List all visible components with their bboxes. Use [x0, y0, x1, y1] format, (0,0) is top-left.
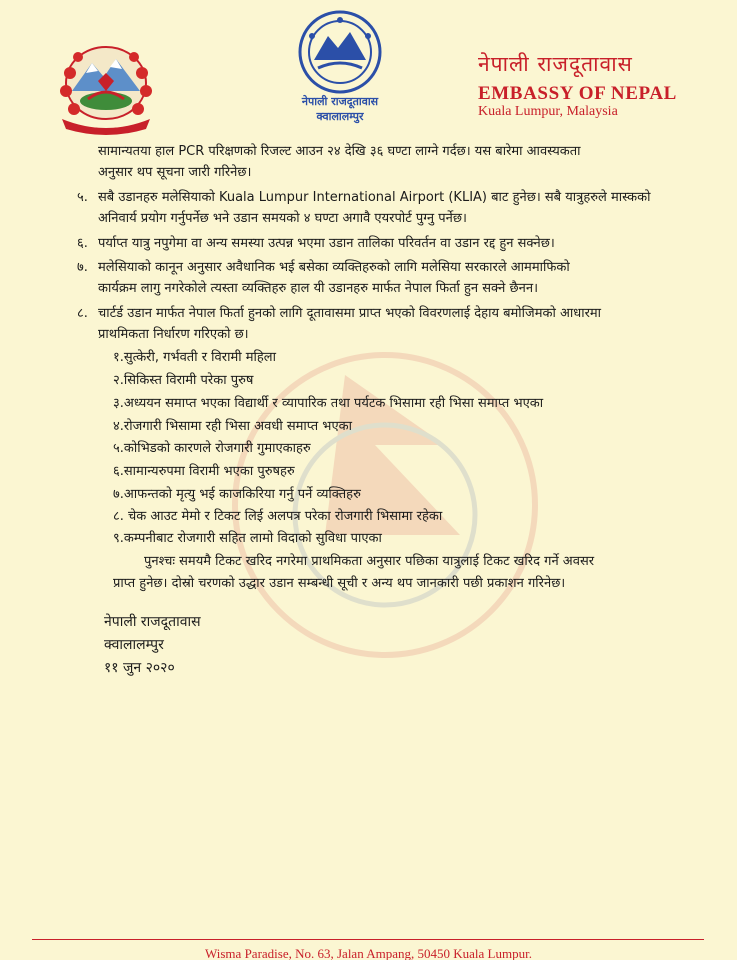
footer-divider: [32, 939, 704, 940]
seal-caption: नेपाली राजदूतावास क्वालालम्पुर: [301, 95, 379, 123]
nepal-coat-of-arms-icon: [52, 33, 160, 137]
paragraph-line: सामान्यतया हाल PCR परिक्षणको रिजल्ट आउन २४ देखि ३६ घण्टा लाग्ने गर्दछ। यस बारेमा आवस्यकता: [98, 144, 581, 159]
paragraph-line: प्राथमिकता निर्धारण गरिएको छ।: [98, 327, 249, 342]
paragraph-line: पर्याप्त यात्रु नपुगेमा वा अन्य समस्या उत्पन्न भएमा उडान तालिका परिवर्तन वा उडान रद्द हुन सक्नेछ।: [98, 236, 555, 251]
priority-item: ३.अध्ययन समाप्त भएका विद्यार्थी र व्यापारिक तथा पर्यटक भिसामा रही भिसा समाप्त भएका: [113, 396, 544, 411]
priority-item: १.सुत्केरी, गर्भवती र विरामी महिला: [113, 350, 276, 365]
priority-item: ७.आफन्तको मृत्यु भई काजकिरिया गर्नु पर्ने व्यक्तिहरु: [113, 487, 361, 502]
priority-item: ६.सामान्यरुपमा विरामी भएका पुरुषहरु: [113, 464, 295, 479]
item-number: ५.: [77, 190, 88, 205]
priority-item: ४.रोजगारी भिसामा रही भिसा अवधी समाप्त भएका: [113, 419, 352, 434]
signature-org: नेपाली राजदूतावास: [104, 614, 201, 630]
paragraph-line: अनिवार्य प्रयोग गर्नुपर्नेछ भने उडान समयको ४ घण्टा अगावै एयरपोर्ट पुग्नु पर्नेछ।: [98, 211, 467, 226]
item-number: ७.: [77, 260, 88, 275]
signature-city: क्वालालम्पुर: [104, 637, 164, 653]
item-number: ८.: [77, 306, 88, 321]
footer-address: Wisma Paradise, No. 63, Jalan Ampang, 50450 Kuala Lumpur.: [205, 946, 532, 960]
priority-item: ८. चेक आउट मेमो र टिकट लिई अलपत्र परेका रोजगारी भिसामा रहेका: [113, 509, 443, 524]
embassy-name-nepali: नेपाली राजदूतावास: [478, 52, 633, 76]
postscript-line: पुनश्चः समयमै टिकट खरिद नगरेमा प्राथमिकता अनुसार पछिका यात्रुलाई टिकट खरिद गर्ने अवसर: [144, 554, 595, 569]
signature-date: ११ जुन २०२०: [104, 660, 175, 676]
paragraph-line: अनुसार थप सूचना जारी गरिनेछ।: [98, 165, 252, 180]
priority-item: २.सिकिस्त विरामी परेका पुरुष: [113, 373, 254, 388]
priority-item: ९.कम्पनीबाट रोजगारी सहित लामो विदाको सुविधा पाएका: [113, 531, 382, 546]
item-number: ६.: [77, 236, 88, 251]
paragraph-line: सबै उडानहरु मलेसियाको Kuala Lumpur International Airport (KLIA) बाट हुनेछ। सबै यात्रुहरुले मास्कको: [98, 190, 651, 205]
embassy-location: Kuala Lumpur, Malaysia: [478, 104, 618, 119]
paragraph-line: मलेसियाको कानून अनुसार अवैधानिक भई बसेका व्यक्तिहरुको लागि मलेसिया सरकारले आममाफिको: [98, 260, 570, 275]
priority-item: ५.कोभिडको कारणले रोजगारी गुमाएकाहरु: [113, 441, 311, 456]
postscript-line: प्राप्त हुनेछ। दोस्रो चरणको उद्धार उडान सम्बन्धी सूची र अन्य थप जानकारी पछी प्रकाशन गरिनेछ।: [113, 576, 566, 591]
paragraph-line: चार्टर्ड उडान मार्फत नेपाल फिर्ता हुनको लागि दूतावासमा प्राप्त भएको विवरणलाई देहाय बमोजिमको आधारमा: [98, 306, 602, 321]
paragraph-line: कार्यक्रम लागु नगरेकोले त्यस्ता व्यक्तिहरु हाल यी उडानहरु मार्फत नेपाल फिर्ता हुन सक्ने छैनन।: [98, 281, 539, 296]
embassy-name-english: EMBASSY OF NEPAL: [478, 83, 677, 104]
